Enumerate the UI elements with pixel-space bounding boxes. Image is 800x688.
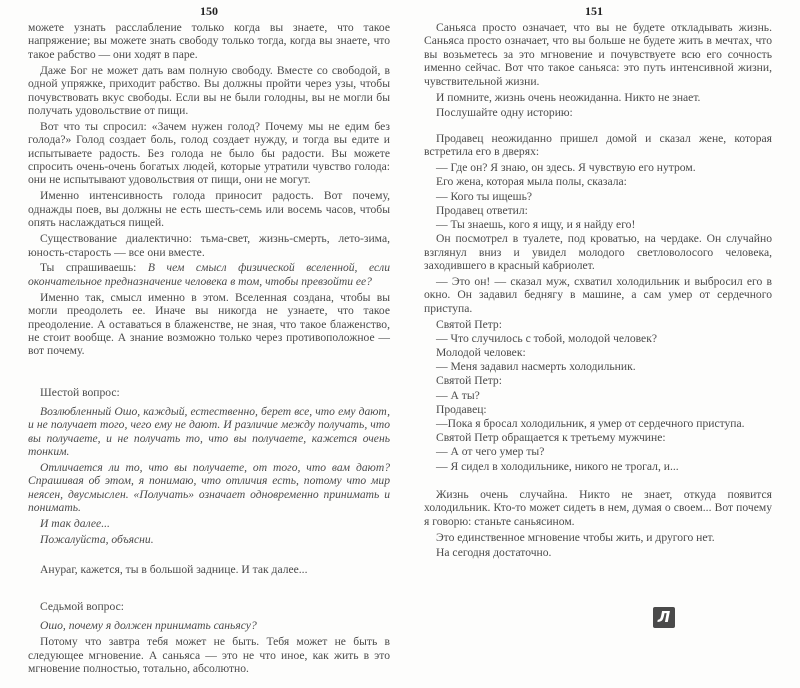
story-line: Молодой человек: <box>436 346 526 360</box>
paragraph: Послушайте одну историю: <box>436 106 573 120</box>
answer-paragraph: Анураг, кажется, ты в большой заднице. И так далее... <box>40 562 308 576</box>
story-line: — Меня задавил насмерть холодильник. <box>436 360 636 374</box>
question-quote: В чем смысл физической вселенной, если окончательное предназначение человека в том, чтобы превзойти ее? <box>28 261 390 288</box>
paragraph: Жизнь очень случайна. Никто не знает, откуда появится холодильник. Кто-то может сидеть в нем, думая о своем... Вот почему я говорю: станьте саньясином. <box>424 487 772 528</box>
story-line: — Я сидел в холодильнике, никого не трогал, и... <box>436 459 679 473</box>
question-paragraph: Ошо, почему я должен принимать саньясу? <box>40 619 257 633</box>
story-line: Продавец ответил: <box>436 203 528 217</box>
question-paragraph: И так далее... <box>40 517 110 530</box>
section-heading: Седьмой вопрос: <box>40 600 124 614</box>
paragraph: Это единственное мгновение чтобы жить, и другого нет. <box>436 530 715 544</box>
question-paragraph <box>28 261 390 288</box>
story-line: — Это он! — сказал муж, схватил холодильник и выбросил его в окно. Он задавил беднягу в машине, а сам умер от сердечного приступа. <box>424 274 772 315</box>
sixth-question-section <box>28 386 390 576</box>
conclusion-section <box>424 488 772 560</box>
section-heading: Шестой вопрос: <box>40 385 120 399</box>
page-number-right: 151 <box>585 4 603 18</box>
story-line: —Пока я бросал холодильник, я умер от сердечного приступа. <box>436 417 745 431</box>
answer-paragraph: Потому что завтра тебя может не быть. Тебя может не быть в следующее мгновение. А саньяса — это не что иное, как жить в это мгновение полностью, тотально, абсолютно. <box>28 635 390 675</box>
story-line: Продавец: <box>436 402 487 416</box>
seventh-question-section <box>28 600 390 675</box>
left-page-column <box>28 21 390 678</box>
story-line: Святой Петр: <box>436 317 502 331</box>
answer-paragraph: Именно так, смысл именно в этом. Вселенная создана, чтобы вы могли преодолеть ее. Иначе вы никогда не узнаете, что такое преодоление. А оставаться в блаженстве, не зная, что такое блаженство, не стоит вообще. А знание возможно только через противоположное — вот почему. <box>28 290 390 358</box>
story-line: Он посмотрел в туалете, под кроватью, на чердаке. Он случайно взглянул вниз и увидел молодого светловолосого человека, заходившего в красный кабриолет. <box>424 232 772 272</box>
story-line: — Где он? Я знаю, он здесь. Я чувствую его нутром. <box>436 161 696 175</box>
paragraph: Существование диалектично: тьма-свет, жизнь-смерть, лето-зима, юность-старость — все они вместе. <box>28 232 390 259</box>
story-line: Святой Петр обращается к третьему мужчине: <box>436 431 666 445</box>
paragraph: Вот что ты спросил: «Зачем нужен голод? Почему мы не едим без голода?» Голод создает боль, голод создает нужду, и тогда вы едите и испытываете радость. Без голода не было бы радости. Вы можете спросить очень-очень богатых людей, которые утратили чувство голода: они не испытывают удовольствия от пищи, они не могут. <box>28 119 390 187</box>
story-line: Продавец неожиданно пришел домой и сказал жене, которая встретила его в дверях: <box>424 131 772 159</box>
story-section <box>424 132 772 474</box>
story-line: — Что случилось с тобой, молодой человек? <box>436 331 657 345</box>
question-paragraph: Пожалуйста, объясни. <box>40 532 154 546</box>
paragraph: И помните, жизнь очень неожиданна. Никто не знает. <box>436 90 701 104</box>
paragraph: Саньяса просто означает, что вы не будете откладывать жизнь. Саньяса просто означает, что вы больше не будете жить в мечтах, что вы возьметесь за это мгновение и почувствуете всю его сочность именно сейчас. Вот что такое саньяса: это путь интенсивной жизни, чувствительной жизни. <box>424 21 772 88</box>
story-line: Святой Петр: <box>436 374 502 388</box>
page-number-left: 150 <box>200 4 218 18</box>
question-paragraph: Отличается ли то, что вы получаете, от того, что вам дают? Спрашивая об этом, я понимаю, что отличия есть, потому что мир неясен, двусмыслен. «Получать» означает одновременно принимать и понимать. <box>28 460 390 515</box>
question-paragraph: Возлюбленный Ошо, каждый, естественно, берет все, что ему дают, и не получает того, чего ему не дают. И различие между получать, что вы получаете, и не получать то, что вы получаете, кажется очень тонким. <box>28 404 390 458</box>
paragraph: можете узнать расслабление только когда вы знаете, что такое напряжение; вы можете знать свободу только тогда, когда вы знаете, что такое рабство — они ходят в паре. <box>28 21 390 61</box>
story-line: Его жена, которая мыла полы, сказала: <box>436 175 627 189</box>
publisher-logo-icon: Л <box>653 607 675 628</box>
right-page-column <box>424 21 772 562</box>
right-page-intro <box>424 21 772 120</box>
story-line: — А от чего умер ты? <box>436 445 545 459</box>
story-line: — А ты? <box>436 388 480 402</box>
paragraph: Даже Бог не может дать вам полную свободу. Вместе со свободой, в одной упряжке, приходит рабство. Вы должны пройти через узы, чтобы почувствовать вкус свободы. Если вы не были голодны, вы не могли бы получать удовольствие от пищи. <box>28 63 390 117</box>
paragraph: Именно интенсивность голода приносит радость. Вот почему, однажды поев, вы должны не есть шесть-семь или восемь часов, чтобы опять наслаждаться пищей. <box>28 189 390 230</box>
paragraph: На сегодня достаточно. <box>436 546 552 560</box>
story-line: — Кого ты ищешь? <box>436 189 532 203</box>
left-page-body <box>28 21 390 358</box>
question-intro: Ты спрашиваешь: <box>40 261 148 275</box>
story-line: — Ты знаешь, кого я ищу, и я найду его! <box>436 217 636 231</box>
